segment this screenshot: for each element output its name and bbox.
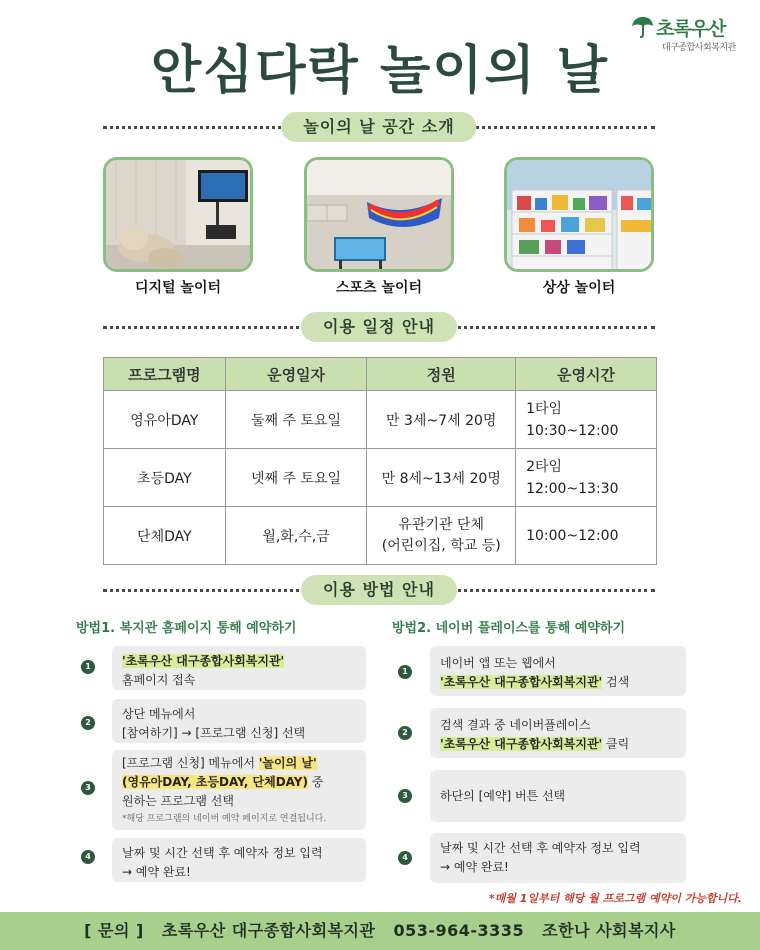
table-row — [104, 449, 657, 507]
step-text: [프로그램 신청] 메뉴에서 — [122, 756, 259, 770]
step-text: → 예약 완료! — [122, 865, 191, 879]
step-text: 네이버 앱 또는 웹에서 — [440, 656, 556, 670]
space-label: 스포츠 놀이터 — [335, 280, 423, 296]
step-number: 4 — [398, 851, 412, 865]
schedule-table — [103, 357, 657, 565]
space-card-imagination — [504, 157, 654, 296]
capacity-cell — [367, 507, 516, 565]
capacity-line: (어린이집, 학교 등) — [381, 537, 501, 554]
footer-contact: 조한나 사회복지사 — [542, 921, 676, 940]
footer-label: [ 문의 ] — [84, 921, 144, 940]
step-text: 홈페이지 접속 — [122, 673, 196, 687]
method2-step2 — [430, 708, 686, 758]
date-cell: 둘째 주 토요일 — [225, 391, 367, 449]
logo-subtitle: 대구종합사회복지관 — [662, 43, 736, 53]
space-card-sports — [304, 157, 454, 296]
step-number: 4 — [81, 850, 95, 864]
table-header-row — [104, 358, 657, 391]
imagination-playground-photo — [504, 157, 654, 272]
time-slot-label: 2타임 — [526, 458, 563, 475]
method1-title: 방법1. 복지관 홈페이지 통해 예약하기 — [76, 621, 297, 636]
step-text: 원하는 프로그램 선택 — [122, 794, 234, 808]
step-text: 중 — [307, 775, 324, 789]
time-slot-value: 12:00~13:30 — [526, 480, 619, 497]
step-text: 검색 결과 중 네이버플레이스 — [440, 718, 591, 732]
column-header: 프로그램명 — [104, 358, 226, 391]
step-number: 3 — [398, 789, 412, 803]
table-row — [104, 391, 657, 449]
method1-step1 — [112, 646, 366, 690]
capacity-cell: 만 8세~13세 20명 — [367, 449, 516, 507]
time-slot-label: 1타임 — [526, 400, 563, 417]
method2-step3 — [430, 770, 686, 822]
program-cell: 영유아DAY — [104, 391, 226, 449]
table-row — [104, 507, 657, 565]
method2-title: 방법2. 네이버 플레이스를 통해 예약하기 — [392, 621, 626, 636]
reservation-notice: *매월 1일부터 해당 월 프로그램 예약이 가능합니다. — [488, 892, 742, 905]
section-pill: 이용 방법 안내 — [301, 575, 457, 605]
highlight-text: '초록우산 대구종합사회복지관' — [122, 654, 285, 668]
space-card-digital — [103, 157, 253, 296]
section-pill: 놀이의 날 공간 소개 — [281, 112, 476, 142]
highlight-text: '초록우산 대구종합사회복지관' — [440, 675, 603, 689]
time-cell-slot1 — [516, 391, 657, 449]
capacity-line: 유관기관 단체 — [398, 516, 485, 533]
step-text: → 예약 완료! — [440, 860, 509, 874]
page-title: 안심다락 놀이의 날 — [150, 41, 610, 101]
step-text: 상단 메뉴에서 — [122, 707, 196, 721]
step-number: 2 — [398, 726, 412, 740]
step-number: 1 — [398, 665, 412, 679]
step-number: 2 — [81, 716, 95, 730]
time-cell: 10:00~12:00 — [516, 507, 657, 565]
digital-playground-photo — [103, 157, 253, 272]
column-header: 운영시간 — [516, 358, 657, 391]
step-number: 3 — [81, 781, 95, 795]
date-cell: 월,화,수,금 — [225, 507, 367, 565]
step-text: [참여하기] → [프로그램 신청] 선택 — [122, 726, 306, 740]
column-header: 정원 — [367, 358, 516, 391]
highlight-text: '놀이의 날' — [258, 756, 317, 770]
method1-step4 — [112, 838, 366, 882]
logo-name: 초록우산 — [656, 18, 726, 40]
method2-step4 — [430, 833, 686, 883]
footer-org: 초록우산 대구종합사회복지관 — [161, 921, 376, 940]
column-header: 운영일자 — [225, 358, 367, 391]
date-cell: 넷째 주 토요일 — [225, 449, 367, 507]
step-number: 1 — [81, 660, 95, 674]
contact-footer — [0, 912, 760, 950]
highlight-text: '초록우산 대구종합사회복지관' — [440, 737, 603, 751]
step-note: *해당 프로그램의 네이버 예약 페이지로 연결됩니다. — [122, 814, 327, 824]
step-text: 클릭 — [602, 737, 630, 751]
program-cell: 초등DAY — [104, 449, 226, 507]
space-label: 디지털 놀이터 — [134, 280, 222, 296]
time-slot-value: 10:30~12:00 — [526, 422, 619, 439]
step-text: 날짜 및 시간 선택 후 예약자 정보 입력 — [440, 841, 641, 855]
program-cell: 단체DAY — [104, 507, 226, 565]
time-cell-slot2 — [516, 449, 657, 507]
step-text: 날짜 및 시간 선택 후 예약자 정보 입력 — [122, 846, 323, 860]
highlight-text: (영유아DAY, 초등DAY, 단체DAY) — [122, 775, 308, 789]
method1-step3 — [112, 750, 366, 830]
method1-step2 — [112, 699, 366, 743]
section-schedule-header — [103, 312, 655, 342]
section-spaces-header — [103, 112, 655, 142]
method2-step1 — [430, 646, 686, 696]
capacity-cell: 만 3세~7세 20명 — [367, 391, 516, 449]
section-howto-header — [103, 575, 655, 605]
footer-phone: 053-964-3335 — [393, 921, 525, 940]
space-label: 상상 놀이터 — [542, 280, 616, 296]
step-text: 하단의 [예약] 버튼 선택 — [440, 789, 566, 803]
section-pill: 이용 일정 안내 — [301, 312, 457, 342]
step-text: 검색 — [602, 675, 630, 689]
sports-playground-photo — [304, 157, 454, 272]
